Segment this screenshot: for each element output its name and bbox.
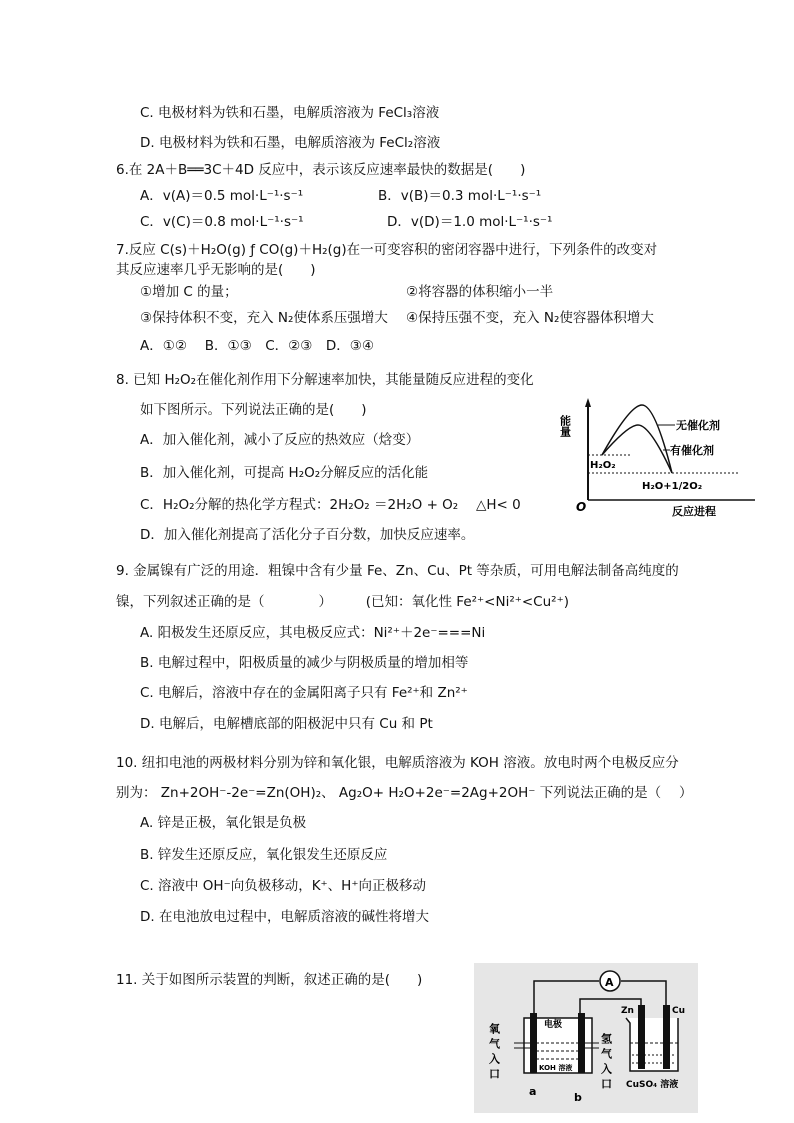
curve-no-catalyst-label: 无催化剂 (676, 419, 720, 432)
energy-diagram (560, 395, 760, 520)
curve-catalyst-label: 有催化剂 (670, 444, 714, 457)
q8-option-c: C．H₂O₂分解的热化学方程式：2H₂O₂ ＝2H₂O + O₂ △H< 0 (140, 497, 521, 513)
q8-option-a: A．加入催化剂，减小了反应的热效应（焓变） (140, 432, 420, 448)
y-axis-label: 能量 (558, 415, 572, 437)
q7-condition-3: ③保持体积不变，充入 N₂使体系压强增大 (140, 310, 388, 326)
zn-electrode-label: Zn (621, 1006, 634, 1016)
q10-option-a: A. 锌是正极，氧化银是负极 (140, 815, 307, 831)
battery-electrolysis-diagram (474, 963, 698, 1113)
electrode-b-label: b (574, 1091, 582, 1104)
q8-stem-line2: 如下图所示。下列说法正确的是( ) (140, 402, 367, 418)
origin-label: O (576, 500, 587, 514)
q6-option-a: A．v(A)＝0.5 mol·L⁻¹·s⁻¹ (140, 188, 304, 204)
x-axis-label: 反应进程 (672, 505, 716, 518)
q8-stem-line1: 8. 已知 H₂O₂在催化剂作用下分解速率加快，其能量随反应进程的变化 (116, 372, 534, 388)
q6-option-b: B．v(B)＝0.3 mol·L⁻¹·s⁻¹ (378, 188, 542, 204)
electrode-label: 电极 (544, 1020, 563, 1030)
q9-option-c: C. 电解后，溶液中存在的金属阳离子只有 Fe²⁺和 Zn²⁺ (140, 685, 468, 701)
q5-option-c: C. 电极材料为铁和石墨，电解质溶液为 FeCl₃溶液 (140, 105, 440, 121)
product-label: H₂O+1/2O₂ (642, 481, 703, 492)
reactant-label: H₂O₂ (590, 460, 616, 471)
q10-option-c: C. 溶液中 OH⁻向负极移动，K⁺、H⁺向正极移动 (140, 878, 426, 894)
q11-stem: 11. 关于如图所示装置的判断，叙述正确的是( ) (116, 972, 423, 988)
q9-stem-line2: 镍，下列叙述正确的是（ ） (已知：氧化性 Fe²⁺<Ni²⁺<Cu²⁺) (116, 594, 569, 610)
koh-solution-label: KOH 溶液 (539, 1064, 573, 1072)
ammeter-label: A (605, 976, 614, 989)
q7-stem-line2: 其反应速率几乎无影响的是( ) (116, 262, 316, 278)
q7-condition-1: ①增加 C 的量； (140, 284, 238, 300)
q9-option-d: D. 电解后，电解槽底部的阳极泥中只有 Cu 和 Pt (140, 716, 433, 732)
oxygen-inlet-label: 氧气入口 (487, 1023, 501, 1083)
cu-electrode-label: Cu (672, 1006, 686, 1016)
q6-option-c: C．v(C)＝0.8 mol·L⁻¹·s⁻¹ (140, 214, 304, 230)
q5-option-d: D. 电极材料为铁和石墨，电解质溶液为 FeCl₂溶液 (140, 135, 441, 151)
q6-option-d: D．v(D)＝1.0 mol·L⁻¹·s⁻¹ (387, 214, 553, 230)
q8-option-b: B．加入催化剂，可提高 H₂O₂分解反应的活化能 (140, 465, 429, 481)
q6-stem: 6.在 2A＋B══3C＋4D 反应中，表示该反应速率最快的数据是( ) (116, 162, 526, 178)
q7-stem-line1: 7.反应 C(s)＋H₂O(g) ƒ CO(g)＋H₂(g)在一可变容积的密闭容器中进行，下列条件的改变对 (116, 242, 658, 258)
cuso4-solution-label: CuSO₄ 溶液 (626, 1080, 679, 1090)
q10-option-d: D. 在电池放电过程中，电解质溶液的碱性将增大 (140, 909, 429, 925)
q7-options: A．①② B．①③ C．②③ D．③④ (140, 338, 374, 354)
q9-option-a: A. 阳极发生还原反应，其电极反应式：Ni²⁺＋2e⁻===Ni (140, 625, 486, 641)
q10-stem-line1: 10. 纽扣电池的两极材料分别为锌和氧化银，电解质溶液为 KOH 溶液。放电时两个电极反应分 (116, 755, 679, 771)
q7-condition-4: ④保持压强不变，充入 N₂使容器体积增大 (406, 310, 654, 326)
q9-stem-line1: 9. 金属镍有广泛的用途．粗镍中含有少量 Fe、Zn、Cu、Pt 等杂质，可用电解法制备高纯度的 (116, 563, 679, 579)
q9-option-b: B. 电解过程中，阳极质量的减少与阴极质量的增加相等 (140, 655, 469, 671)
electrode-a-label: a (529, 1085, 537, 1098)
hydrogen-inlet-label: 氢气入口 (599, 1033, 613, 1093)
q10-stem-line2: 别为： Zn+2OH⁻-2e⁻=Zn(OH)₂、 Ag₂O+ H₂O+2e⁻=2Ag+2OH⁻ 下列说法正确的是（ ） (116, 785, 693, 801)
q8-option-d: D．加入催化剂提高了活化分子百分数，加快反应速率。 (140, 527, 475, 543)
q7-condition-2: ②将容器的体积缩小一半 (406, 284, 554, 300)
q10-option-b: B. 锌发生还原反应，氧化银发生还原反应 (140, 847, 388, 863)
